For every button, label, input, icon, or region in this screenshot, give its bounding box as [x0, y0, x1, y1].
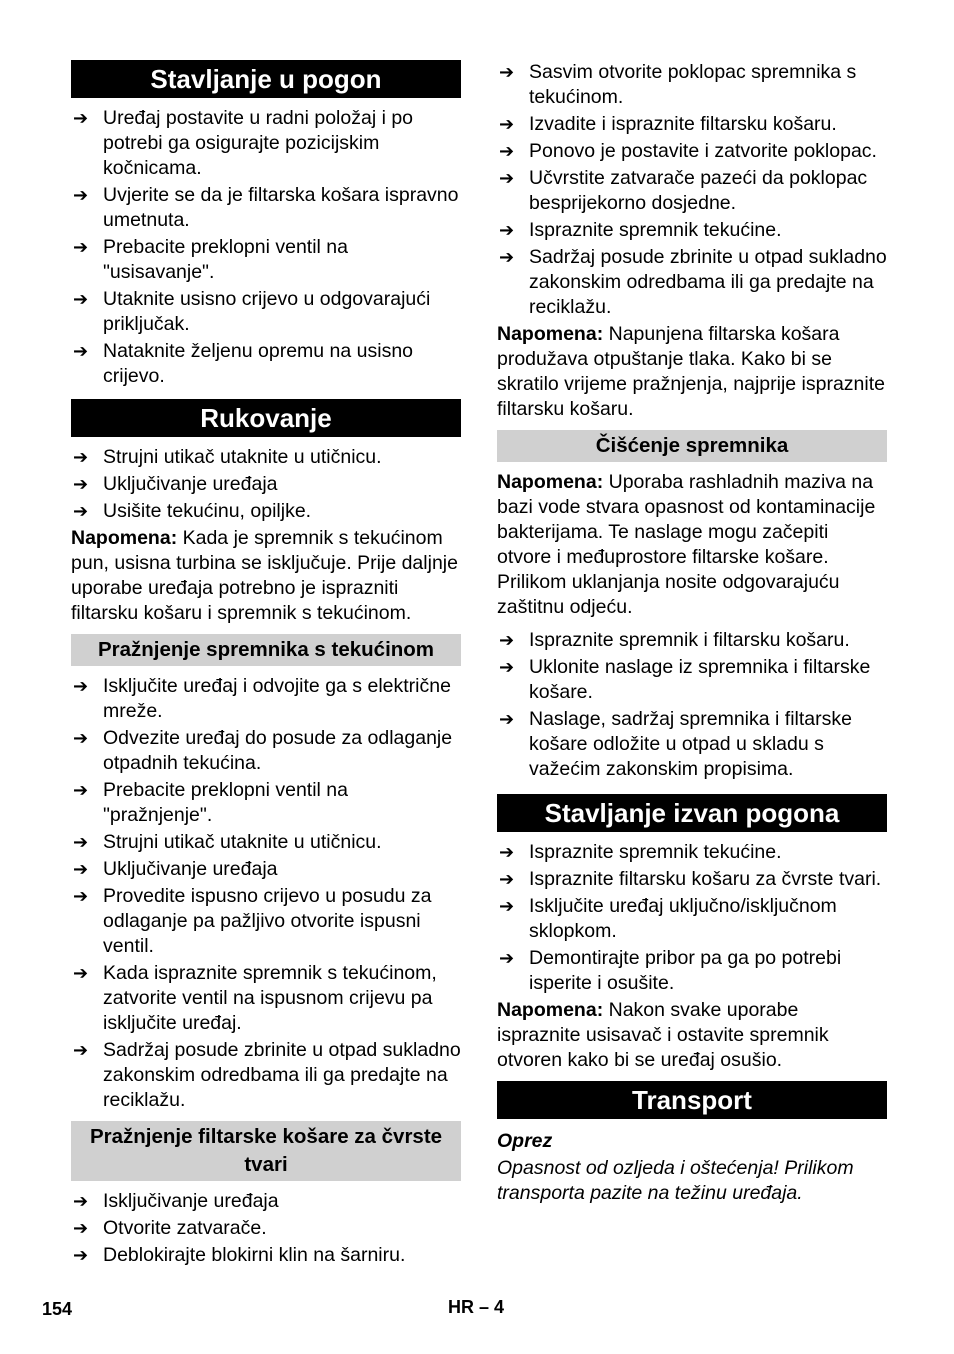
- note-operation: Napomena: Kada je spremnik s tekućinom pun, usisna turbina se isključuje. Prije daljnje uporabe uređaja potrebno je isprazniti filtarsku košaru i spremnik s tekućinom.: [71, 527, 458, 624]
- list-commissioning: [71, 106, 461, 389]
- arrow-icon: ➔: [499, 896, 515, 917]
- arrow-icon: ➔: [73, 676, 89, 697]
- note-shutdown: Napomena: Nakon svake uporabe ispraznite usisavač i ostavite spremnik otvoren kako bi se uređaj osušio.: [497, 999, 829, 1071]
- list-item: ➔ Nataknite željenu opremu na usisno crijevo.: [73, 340, 414, 387]
- list-item: ➔ Naslage, sadržaj spremnika i filtarske košare odložite u otpad u skladu s važećim zakonskim propisima.: [499, 708, 852, 780]
- arrow-icon: ➔: [73, 447, 89, 468]
- list-item: ➔ Ispraznite filtarsku košaru za čvrste tvari.: [499, 868, 882, 890]
- list-item: ➔ Usišite tekućinu, opiljke.: [73, 500, 312, 522]
- list-item: ➔ Odvezite uređaj do posude za odlaganje otpadnih tekućina.: [73, 727, 453, 774]
- arrow-icon: ➔: [73, 886, 89, 907]
- arrow-icon: ➔: [73, 237, 89, 258]
- arrow-icon: ➔: [499, 709, 515, 730]
- heading-operation: Rukovanje: [71, 399, 461, 437]
- list-item: ➔ Uređaj postavite u radni položaj i po potrebi ga osigurajte pozicijskim kočnicama.: [73, 107, 414, 179]
- list-item: ➔ Uklonite naslage iz spremnika i filtarske košare.: [499, 656, 871, 703]
- arrow-icon: ➔: [73, 1191, 89, 1212]
- list-item: ➔ Sadržaj posude zbrinite u otpad sukladno zakonskim odredbama ili ga predajte na reciklažu.: [73, 1039, 461, 1111]
- list-emptying-filter-basket: [71, 1189, 461, 1268]
- arrow-icon: ➔: [73, 859, 89, 880]
- heading-transport: Transport: [497, 1081, 887, 1119]
- arrow-icon: ➔: [499, 657, 515, 678]
- list-item: ➔ Uključivanje uređaja: [73, 858, 278, 880]
- list-item: ➔ Strujni utikač utaknite u utičnicu.: [73, 831, 382, 853]
- list-filter-basket-continued: [497, 60, 887, 320]
- arrow-icon: ➔: [73, 1245, 89, 1266]
- list-item: ➔ Prebacite preklopni ventil na "usisavanje".: [73, 236, 348, 283]
- list-item: ➔ Sasvim otvorite poklopac spremnika s tekućinom.: [499, 61, 857, 108]
- list-item: ➔ Učvrstite zatvarače pazeći da poklopac besprijekorno dosjedne.: [499, 167, 868, 214]
- arrow-icon: ➔: [73, 1218, 89, 1239]
- caution-title: Oprez: [497, 1130, 553, 1152]
- arrow-icon: ➔: [499, 62, 515, 83]
- list-item: ➔ Utaknite usisno crijevo u odgovarajući priključak.: [73, 288, 431, 335]
- arrow-icon: ➔: [73, 832, 89, 853]
- arrow-icon: ➔: [73, 341, 89, 362]
- arrow-icon: ➔: [499, 114, 515, 135]
- arrow-icon: ➔: [499, 141, 515, 162]
- heading-commissioning: Stavljanje u pogon: [71, 60, 461, 98]
- note-filter-basket: Napomena: Napunjena filtarska košara produžava otpuštanje tlaka. Kako bi se skratilo vrijeme pražnjenja, najprije ispraznite filtarsku košaru.: [497, 323, 886, 420]
- arrow-icon: ➔: [499, 869, 515, 890]
- heading-shutdown: Stavljanje izvan pogona: [497, 794, 887, 832]
- list-item: ➔ Otvorite zatvarače.: [73, 1217, 267, 1239]
- list-item: ➔ Uključivanje uređaja: [73, 473, 278, 495]
- right-column: [497, 60, 887, 1206]
- list-item: ➔ Isključivanje uređaja: [73, 1190, 279, 1212]
- list-operation: [71, 445, 461, 524]
- list-item: ➔ Ispraznite spremnik i filtarsku košaru.: [499, 629, 850, 651]
- arrow-icon: ➔: [73, 185, 89, 206]
- list-item: ➔ Prebacite preklopni ventil na "pražnjenje".: [73, 779, 348, 826]
- page-number: 154: [42, 1299, 73, 1319]
- arrow-icon: ➔: [73, 963, 89, 984]
- list-item: ➔ Ispraznite spremnik tekućine.: [499, 219, 782, 241]
- list-item: ➔ Ponovo je postavite i zatvorite poklopac.: [499, 140, 877, 162]
- heading-cleaning-tank: Čišćenje spremnika: [497, 430, 887, 462]
- arrow-icon: ➔: [499, 220, 515, 241]
- arrow-icon: ➔: [499, 168, 515, 189]
- list-item: ➔ Sadržaj posude zbrinite u otpad sukladno zakonskim odredbama ili ga predajte na reciklažu.: [499, 246, 887, 318]
- caution-text: Opasnost od ozljeda i oštećenja! Prilikom transporta pazite na težinu uređaja.: [497, 1157, 854, 1204]
- arrow-icon: ➔: [73, 474, 89, 495]
- list-shutdown: [497, 840, 887, 996]
- list-cleaning-tank: [497, 628, 887, 782]
- list-item: ➔ Izvadite i ispraznite filtarsku košaru.: [499, 113, 837, 135]
- note-cleaning-tank: Napomena: Uporaba rashladnih maziva na bazi vode stvara opasnost od kontaminacije bakterijama. Te naslage mogu začepiti otvore i međuprostore filtarske košare. Prilikom uklanjanja nosite odgovarajuću zaštitnu odjeću.: [497, 471, 876, 618]
- heading-emptying-filter-basket: Pražnjenje filtarske košare za čvrste tvari: [71, 1121, 461, 1181]
- list-item: ➔ Demontirajte pribor pa ga po potrebi isperite i osušite.: [499, 947, 842, 994]
- heading-emptying-tank: Pražnjenje spremnika s tekućinom: [71, 634, 461, 666]
- left-column: [71, 60, 461, 1270]
- arrow-icon: ➔: [73, 1040, 89, 1061]
- arrow-icon: ➔: [73, 108, 89, 129]
- list-item: ➔ Kada ispraznite spremnik s tekućinom, zatvorite ventil na ispusnom crijevu pa isključite uređaj.: [73, 962, 437, 1034]
- arrow-icon: ➔: [73, 780, 89, 801]
- list-item: ➔ Provedite ispusno crijevo u posudu za odlaganje pa pažljivo otvorite ispusni ventil.: [73, 885, 432, 957]
- arrow-icon: ➔: [499, 630, 515, 651]
- language-page-label: HR – 4: [448, 1297, 505, 1317]
- arrow-icon: ➔: [499, 948, 515, 969]
- arrow-icon: ➔: [499, 842, 515, 863]
- list-item: ➔ Isključite uređaj i odvojite ga s električne mreže.: [73, 675, 451, 722]
- list-item: ➔ Deblokirajte blokirni klin na šarniru.: [73, 1244, 406, 1266]
- list-item: ➔ Ispraznite spremnik tekućine.: [499, 841, 782, 863]
- arrow-icon: ➔: [499, 247, 515, 268]
- arrow-icon: ➔: [73, 728, 89, 749]
- list-emptying-tank: [71, 674, 461, 1113]
- list-item: ➔ Uvjerite se da je filtarska košara ispravno umetnuta.: [73, 184, 459, 231]
- arrow-icon: ➔: [73, 501, 89, 522]
- list-item: ➔ Isključite uređaj uključno/isključnom sklopkom.: [499, 895, 837, 942]
- list-item: ➔ Strujni utikač utaknite u utičnicu.: [73, 446, 382, 468]
- arrow-icon: ➔: [73, 289, 89, 310]
